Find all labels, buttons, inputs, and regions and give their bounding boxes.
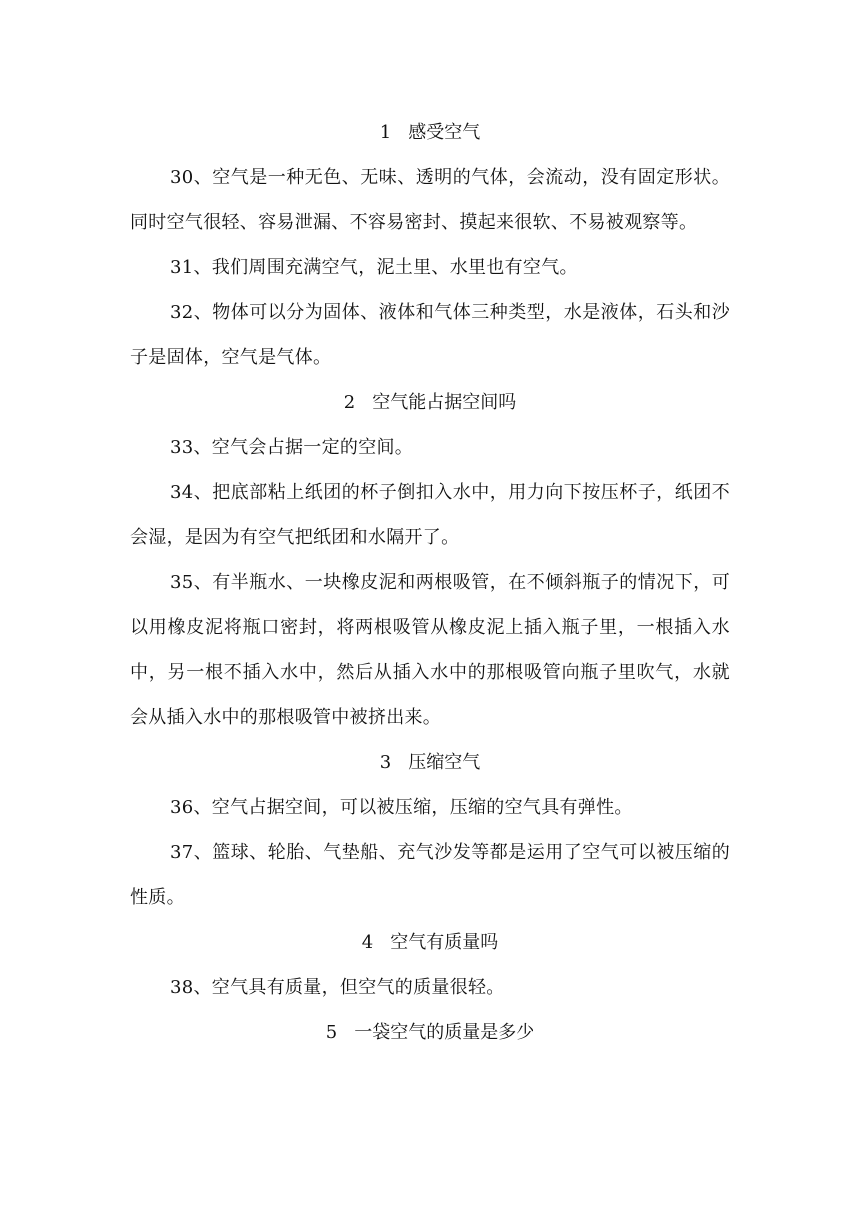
- section-heading: 1 感受空气: [379, 122, 481, 143]
- paragraph: 37、篮球、轮胎、气垫船、充气沙发等都是运用了空气可以被压缩的性质。: [130, 842, 730, 908]
- paragraph: 33、空气会占据一定的空间。: [170, 437, 414, 458]
- paragraph: 31、我们周围充满空气，泥土里、水里也有空气。: [170, 257, 578, 278]
- paragraph: 32、物体可以分为固体、液体和气体三种类型，水是液体，石头和沙子是固体，空气是气体。: [130, 302, 730, 368]
- paragraph: 30、空气是一种无色、无味、透明的气体，会流动，没有固定形状。同时空气很轻、容易泄漏、不容易密封、摸起来很软、不易被观察等。: [130, 167, 730, 233]
- section-heading: 4 空气有质量吗: [361, 932, 499, 953]
- section-heading: 5 一袋空气的质量是多少: [325, 1022, 535, 1043]
- paragraph: 34、把底部粘上纸团的杯子倒扣入水中，用力向下按压杯子，纸团不会湿，是因为有空气把纸团和水隔开了。: [130, 482, 730, 548]
- paragraph: 38、空气具有质量，但空气的质量很轻。: [170, 977, 505, 998]
- document-body: [130, 110, 730, 1055]
- section-heading: 2 空气能占据空间吗: [343, 392, 517, 413]
- section-heading: 3 压缩空气: [379, 752, 481, 773]
- paragraph: 36、空气占据空间，可以被压缩，压缩的空气具有弹性。: [170, 797, 633, 818]
- paragraph: 35、有半瓶水、一块橡皮泥和两根吸管，在不倾斜瓶子的情况下，可以用橡皮泥将瓶口密封，将两根吸管从橡皮泥上插入瓶子里，一根插入水中，另一根不插入水中，然后从插入水中的那根吸管向瓶子里吹气，水就会从插入水中的那根吸管中被挤出来。: [130, 572, 730, 728]
